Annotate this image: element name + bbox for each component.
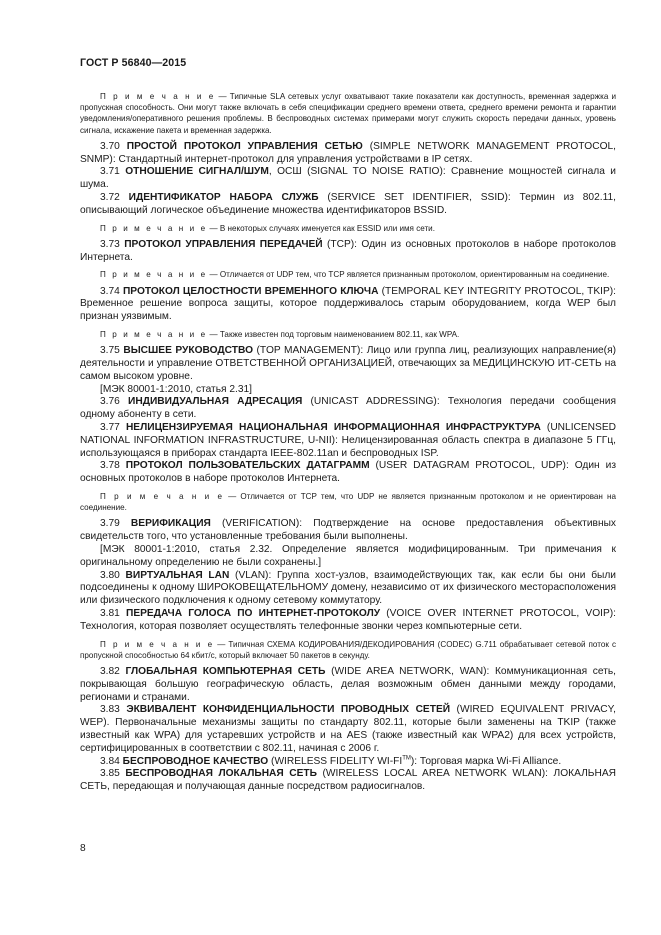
note-text: — Типичная СХЕМА КОДИРОВАНИЯ/ДЕКОДИРОВАНИЯ (CODEC) G.711 обрабатывает сетевой поток с пропускной способностью 64 кбит/с, который включает 50 пакетов в секунду.: [80, 639, 616, 660]
term-number: 3.73: [100, 238, 125, 250]
term-title: ЭКВИВАЛЕНТ КОНФИДЕНЦИАЛЬНОСТИ ПРОВОДНЫХ СЕТЕЙ: [126, 704, 451, 716]
term-title: ПРОТОКОЛ УПРАВЛЕНИЯ ПЕРЕДАЧЕЙ: [124, 238, 323, 250]
term-definition: [80, 141, 616, 167]
term-definition: [80, 166, 616, 192]
note-paragraph: [80, 223, 616, 234]
term-title: ГЛОБАЛЬНАЯ КОМПЬЮТЕРНАЯ СЕТЬ: [125, 665, 326, 677]
note-paragraph: [80, 91, 616, 136]
term-text: (VERIFICATION): Подтверждение на основе предоставления объективных свидетельств того, что установленные требования были выполнены.: [80, 518, 616, 543]
term-text: (TEMPORAL KEY INTEGRITY PROTOCOL, TKIP): Временное решение вопроса защиты, которое поддерживалось старым оборудованием, когда WEP был признан уязвимым.: [80, 285, 617, 323]
term-text: (WIRED EQUIVALENT PRIVACY, WEP). Первоначальные механизмы защиты по стандарту 802.11, которые были заменены на TKIP (также известный как WPA) для устаревших устройств и на AES (также известный как WPA2) для всех устройств, сертифицированных в соответствии с 802.11, начиная с 2006 г.: [80, 704, 616, 754]
note-text: — Типичные SLA сетевых услуг охватывают такие показатели как доступность, временная задержка и пропускная способность. Они могут также включать в себя спецификации среднего времени ответа, среднего времени ремонта и гарантии уведомления/оперативного решения проблемы. В беспроводных системах примерами могут служить скорость передачи данных, уровень сигнала, искажение пакета и временная задержка.: [80, 92, 616, 135]
term-text: (WIRELESS FIDELITY WI-FI: [268, 755, 403, 767]
note-label: П р и м е ч а н и е: [100, 491, 225, 501]
term-number: 3.82: [100, 665, 126, 677]
term-definition: [80, 192, 616, 218]
term-text: (SERVICE SET IDENTIFIER, SSID): Термин из 802.11, описывающий логическое объединение множества идентификаторов BSSID.: [80, 192, 616, 216]
term-title: БЕСПРОВОДНАЯ ЛОКАЛЬНАЯ СЕТЬ: [125, 768, 317, 780]
note-label: П р и м е ч а н и е: [100, 92, 216, 101]
term-title: БЕСПРОВОДНОЕ КАЧЕСТВО: [122, 755, 269, 767]
note-label: П р и м е ч а н и е: [100, 329, 208, 339]
note-text: — Также известен под торговым наименованием 802.11, как WPA.: [207, 329, 460, 339]
term-definition: [80, 518, 616, 544]
term-definition: [80, 608, 616, 634]
term-definition: [80, 286, 616, 324]
term-title: НЕЛИЦЕНЗИРУЕМАЯ НАЦИОНАЛЬНАЯ ИНФОРМАЦИОННАЯ ИНФРАСТРУКТУРА: [125, 421, 541, 433]
term-title: ПЕРЕДАЧА ГОЛОСА ПО ИНТЕРНЕТ-ПРОТОКОЛУ: [126, 607, 381, 619]
term-text-continued: ): Торговая марка Wi-Fi Alliance.: [410, 755, 562, 767]
term-text: (VLAN): Группа хост-узлов, взаимодействующих так, как если бы они были подсоединены к одному ШИРОКОВЕЩАТЕЛЬНОМУ домену, независимо от их физического месторасположения или физического подключения к одному сетевому коммутатору.: [80, 569, 616, 607]
term-text: (TOP MANAGEMENT): Лицо или группа лиц, реализующих направление(я) деятельности и управление ОТВЕТСТВЕННОЙ ОРГАНИЗАЦИЕЙ, отвечающих за МЕДИЦИНСКУЮ ИТ-СЕТЬ на самом высоком уровне.: [80, 345, 616, 382]
note-paragraph: [80, 329, 616, 340]
term-definition: [80, 768, 616, 794]
term-definition: [80, 239, 616, 265]
term-text: (VOICE OVER INTERNET PROTOCOL, VOIP): Технология, которая позволяет осуществлять телефонные звонки через компьютерные сети.: [80, 607, 616, 632]
document-body: [80, 86, 616, 794]
term-title: ОТНОШЕНИЕ СИГНАЛ/ШУМ: [125, 166, 269, 178]
term-text: (SIMPLE NETWORK MANAGEMENT PROTOCOL, SNMP): Стандартный интернет-протокол для управления устройствами в IP сетях.: [80, 140, 616, 165]
term-definition: [80, 756, 616, 769]
term-title: ПРОСТОЙ ПРОТОКОЛ УПРАВЛЕНИЯ СЕТЬЮ: [126, 140, 363, 152]
term-title: ПРОТОКОЛ ЦЕЛОСТНОСТИ ВРЕМЕННОГО КЛЮЧА: [122, 285, 379, 297]
term-number: 3.70: [100, 140, 127, 152]
term-number: 3.78: [100, 460, 126, 472]
term-definition: [80, 460, 616, 486]
term-number: 3.76: [100, 396, 129, 408]
note-paragraph: [80, 491, 616, 513]
term-text: (UNLICENSED NATIONAL INFORMATION INFRASTRUCTURE, U-NII): Нелицензированная область спектра в диапазоне 5 ГГц, использующаяся в приборах стандарта IEEE-802.11an и беспроводных ISP.: [80, 421, 616, 459]
note-label: П р и м е ч а н и е: [100, 223, 208, 233]
term-number: 3.81: [100, 607, 126, 619]
note-label: П р и м е ч а н и е: [100, 639, 215, 649]
term-number: 3.84: [100, 755, 123, 767]
term-number: 3.74: [100, 285, 123, 297]
term-title: ВИРТУАЛЬНАЯ LAN: [125, 569, 230, 581]
note-text: — Отличается от UDP тем, что TCP является признанным протоколом, ориентированным на соединение.: [207, 270, 610, 280]
term-definition: [80, 396, 616, 422]
term-number: 3.80: [100, 569, 126, 581]
term-number: 3.72: [100, 192, 129, 203]
term-text: (UNICAST ADDRESSING): Технология передачи сообщения одному абоненту в сети.: [80, 396, 616, 421]
reference-paragraph: [МЭК 80001-1:2010, статья 2.32. Определение является модифицированным. Три примечания к оригинальному определению не были сохранены.]: [80, 543, 616, 568]
term-text: (WIDE AREA NETWORK, WAN): Коммуникационная сеть, покрывающая большую географическую область, делая возможным обмен данными между городами, регионами и странами.: [80, 665, 616, 703]
term-number: 3.79: [100, 518, 131, 530]
term-definition: [80, 570, 616, 608]
term-text: (TCP): Один из основных протоколов в наборе протоколов Интернета.: [80, 238, 616, 263]
note-paragraph: [80, 639, 616, 661]
term-definition: [80, 422, 616, 460]
note-text: — Отличается от TCP тем, что UDP не является признанным протоколом и не ориентирован на соединение.: [80, 491, 616, 513]
term-title: ИДЕНТИФИКАТОР НАБОРА СЛУЖБ: [128, 192, 319, 203]
note-label: П р и м е ч а н и е: [100, 270, 208, 280]
term-text: (USER DATAGRAM PROTOCOL, UDP): Один из основных протоколов в наборе протоколов Интернета.: [80, 460, 616, 485]
term-text: (WIRELESS LOCAL AREA NETWORK WLAN): ЛОКАЛЬНАЯ СЕТЬ, передающая и получающая данные посредством радиосигналов.: [80, 768, 616, 793]
term-title: ВЕРИФИКАЦИЯ: [130, 518, 211, 530]
term-number: 3.71: [100, 166, 126, 178]
term-number: 3.83: [100, 704, 127, 716]
term-title: ПРОТОКОЛ ПОЛЬЗОВАТЕЛЬСКИХ ДАТАГРАММ: [125, 460, 370, 472]
term-number: 3.85: [100, 768, 126, 780]
note-paragraph: [80, 269, 616, 280]
term-text: , ОСШ (SIGNAL TO NOISE RATIO): Сравнение мощностей сигнала и шума.: [80, 166, 616, 191]
term-definition: [80, 666, 616, 704]
reference-paragraph: [МЭК 80001-1:2010, статья 2.31]: [100, 383, 253, 395]
term-number: 3.77: [100, 421, 126, 433]
term-title: ИНДИВИДУАЛЬНАЯ АДРЕСАЦИЯ: [128, 396, 303, 408]
term-number: 3.75: [100, 345, 124, 357]
term-definition: [80, 704, 616, 755]
page-number: 8: [80, 843, 86, 854]
document-header: ГОСТ Р 56840—2015: [80, 57, 187, 69]
note-text: — В некоторых случаях именуется как ESSID или имя сети.: [207, 223, 435, 233]
trademark-superscript: TM: [402, 755, 411, 762]
term-definition: [80, 345, 616, 383]
term-title: ВЫСШЕЕ РУКОВОДСТВО: [123, 345, 254, 357]
